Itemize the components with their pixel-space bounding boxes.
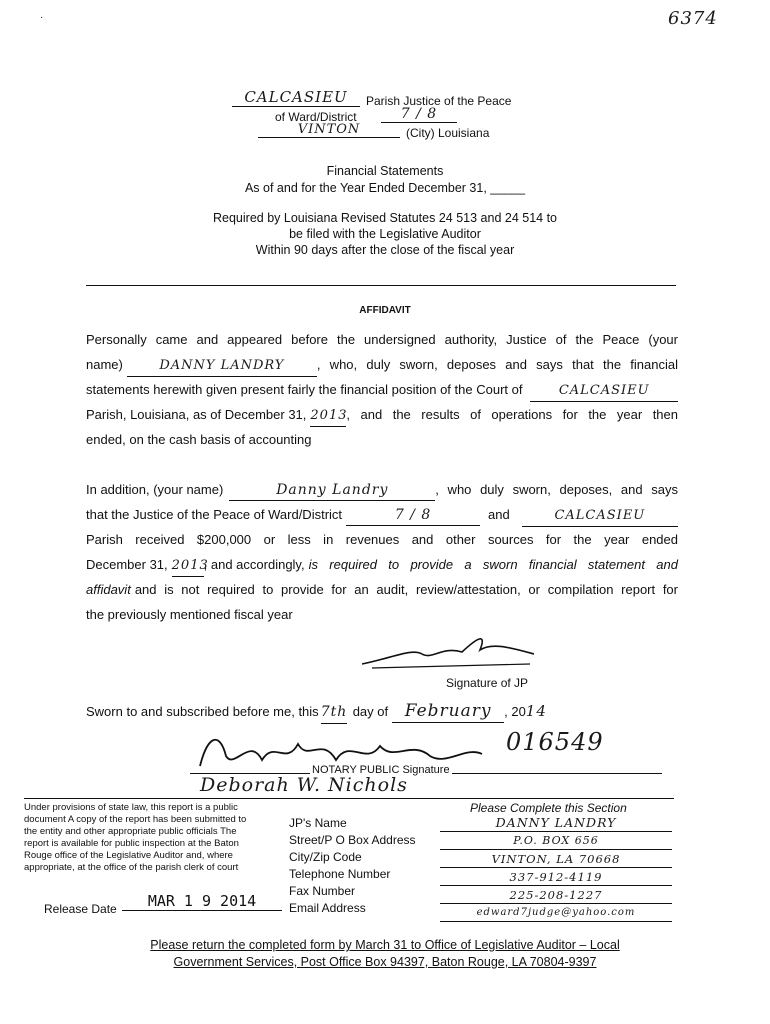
- disclaimer-line: report is available for public inspection at the Baton: [24, 838, 239, 849]
- city-label: (City) Louisiana: [406, 126, 490, 140]
- p2-line-6: the previously mentioned fiscal year: [86, 607, 293, 622]
- label-city-zip: City/Zip Code: [289, 850, 362, 864]
- disclaimer-line: the entity and other appropriate public officials The: [24, 826, 237, 837]
- title-block: [0, 163, 770, 197]
- p1-name-label: name): [86, 357, 123, 372]
- p2-line-4: [86, 552, 678, 577]
- p1-text-c: , who, duly sworn, deposes and says that the financial: [316, 357, 678, 372]
- city-value: VINTON: [258, 122, 400, 138]
- p1-line-1: Personally came and appeared before the undersigned authority, Justice of the Peace (your: [86, 332, 678, 347]
- affidavit-paragraph-2: [86, 477, 678, 627]
- p2-line-1: [86, 477, 678, 502]
- p2-text-f: , and accordingly,: [203, 557, 305, 572]
- p2-line-3: Parish received $200,000 or less in revenues and other sources for the year ended: [86, 532, 678, 547]
- value-email: edward7judge@yahoo.com: [440, 905, 672, 922]
- p1-line-4: [86, 402, 678, 427]
- affidavit-year-1: 2013: [310, 406, 346, 427]
- parish-value: CALCASIEU: [232, 88, 360, 107]
- court-parish-2: CALCASIEU: [522, 506, 678, 527]
- divider-top: [86, 285, 676, 286]
- label-jp-name: JP's Name: [289, 816, 347, 830]
- affidavit-year-2: 2013: [172, 556, 204, 577]
- contact-values: [440, 815, 672, 923]
- requirement-block: [0, 210, 770, 258]
- sworn-text-a: Sworn to and subscribed before me, this: [86, 704, 319, 719]
- scan-mark: ·: [40, 12, 44, 23]
- label-email: Email Address: [289, 901, 366, 915]
- sworn-line: [86, 700, 606, 724]
- p1-text-f: , and the results of operations for the year then: [346, 407, 678, 422]
- jp-name-2: Danny Landry: [229, 480, 435, 501]
- sworn-text-b: day of: [352, 704, 389, 719]
- sworn-day: 7th: [321, 701, 347, 724]
- p2-text-h: affidavit: [86, 582, 131, 597]
- title-year-ended: As of and for the Year Ended December 31, _____: [244, 181, 526, 195]
- disclaimer-line: appropriate, at the office of the parish clerk of court: [24, 862, 239, 873]
- p2-text-a: In addition, (your name): [86, 482, 224, 497]
- value-jp-name: DANNY LANDRY: [440, 815, 672, 832]
- affidavit-heading: AFFIDAVIT: [359, 305, 411, 316]
- contact-labels: [289, 815, 439, 917]
- p2-and: and: [488, 507, 510, 522]
- p1-text-d: statements herewith given present fairly the financial position of the Court of: [86, 382, 523, 397]
- jp-signature: [352, 628, 542, 672]
- footer-line-2: Government Services, Post Office Box 94397, Baton Rouge, LA 70804-9397: [173, 955, 597, 969]
- footer-line-1: Please return the completed form by March 31 to Office of Legislative Auditor – Local: [150, 938, 620, 952]
- ward-label: of Ward/District: [275, 110, 357, 124]
- disclaimer: [24, 802, 294, 874]
- city-line: [258, 122, 548, 142]
- p2-text-g: is required to provide a sworn financial statement and: [308, 557, 678, 572]
- requirement-line-1: Required by Louisiana Revised Statutes 24 513 and 24 514 to: [213, 211, 557, 225]
- p1-line-2: [86, 352, 678, 377]
- sworn-month: February: [392, 700, 504, 723]
- p2-text-b: , who duly sworn, deposes, and says: [435, 482, 678, 497]
- disclaimer-line: Under provisions of state law, this report is a public: [24, 802, 238, 813]
- footer: [0, 937, 770, 971]
- affidavit-paragraph-1: [86, 327, 678, 452]
- p2-text-c: that the Justice of the Peace of Ward/District: [86, 507, 343, 522]
- p1-line-3: [86, 377, 678, 402]
- value-fax: 225-208-1227: [440, 887, 672, 904]
- court-parish-1: CALCASIEU: [530, 381, 678, 402]
- ward-value-2: 7 / 8: [346, 505, 480, 526]
- notary-id: 016549: [506, 728, 604, 756]
- value-street: P.O. BOX 656: [440, 833, 672, 850]
- jp-signature-label: Signature of JP: [446, 676, 529, 690]
- ward-value: 7 / 8: [381, 106, 457, 123]
- disclaimer-line: Rouge office of the Legislative Auditor and, where: [24, 850, 233, 861]
- p1-text-e: Parish, Louisiana, as of December 31,: [86, 407, 307, 422]
- release-date-stamp: MAR 1 9 2014: [122, 892, 282, 911]
- p2-text-i: and is not required to provide for an audit, review/attestation, or compilation report for: [134, 582, 678, 597]
- release-date-label: Release Date: [44, 902, 117, 916]
- jp-signature-scribble: [352, 628, 542, 672]
- label-fax: Fax Number: [289, 884, 356, 898]
- value-city-zip: VINTON, LA 70668: [440, 851, 672, 868]
- requirement-line-3: Within 90 days after the close of the fiscal year: [255, 243, 515, 257]
- jp-name-1: DANNY LANDRY: [127, 356, 317, 377]
- notary-label: NOTARY PUBLIC Signature: [312, 764, 450, 776]
- sworn-text-c: , 20: [504, 704, 526, 719]
- disclaimer-line: document A copy of the report has been submitted to: [24, 814, 247, 825]
- parish-label: Parish Justice of the Peace: [366, 94, 512, 108]
- notary-printed-name: Deborah W. Nichols: [200, 774, 408, 796]
- label-telephone: Telephone Number: [289, 867, 391, 881]
- label-street: Street/P O Box Address: [289, 833, 416, 847]
- requirement-line-2: be filed with the Legislative Auditor: [289, 227, 481, 241]
- divider-lower: [24, 798, 674, 799]
- sworn-year: 14: [525, 702, 547, 720]
- p2-line-5: [86, 577, 678, 602]
- p2-text-e: December 31,: [86, 557, 168, 572]
- release-date-row: [44, 892, 284, 916]
- title-financial-statements: Financial Statements: [326, 164, 444, 178]
- p2-line-2: [86, 502, 678, 527]
- page-number: 6374: [668, 8, 718, 29]
- p1-line-5: ended, on the cash basis of accounting: [86, 432, 312, 447]
- contact-heading: Please Complete this Section: [470, 801, 627, 815]
- value-telephone: 337-912-4119: [440, 869, 672, 886]
